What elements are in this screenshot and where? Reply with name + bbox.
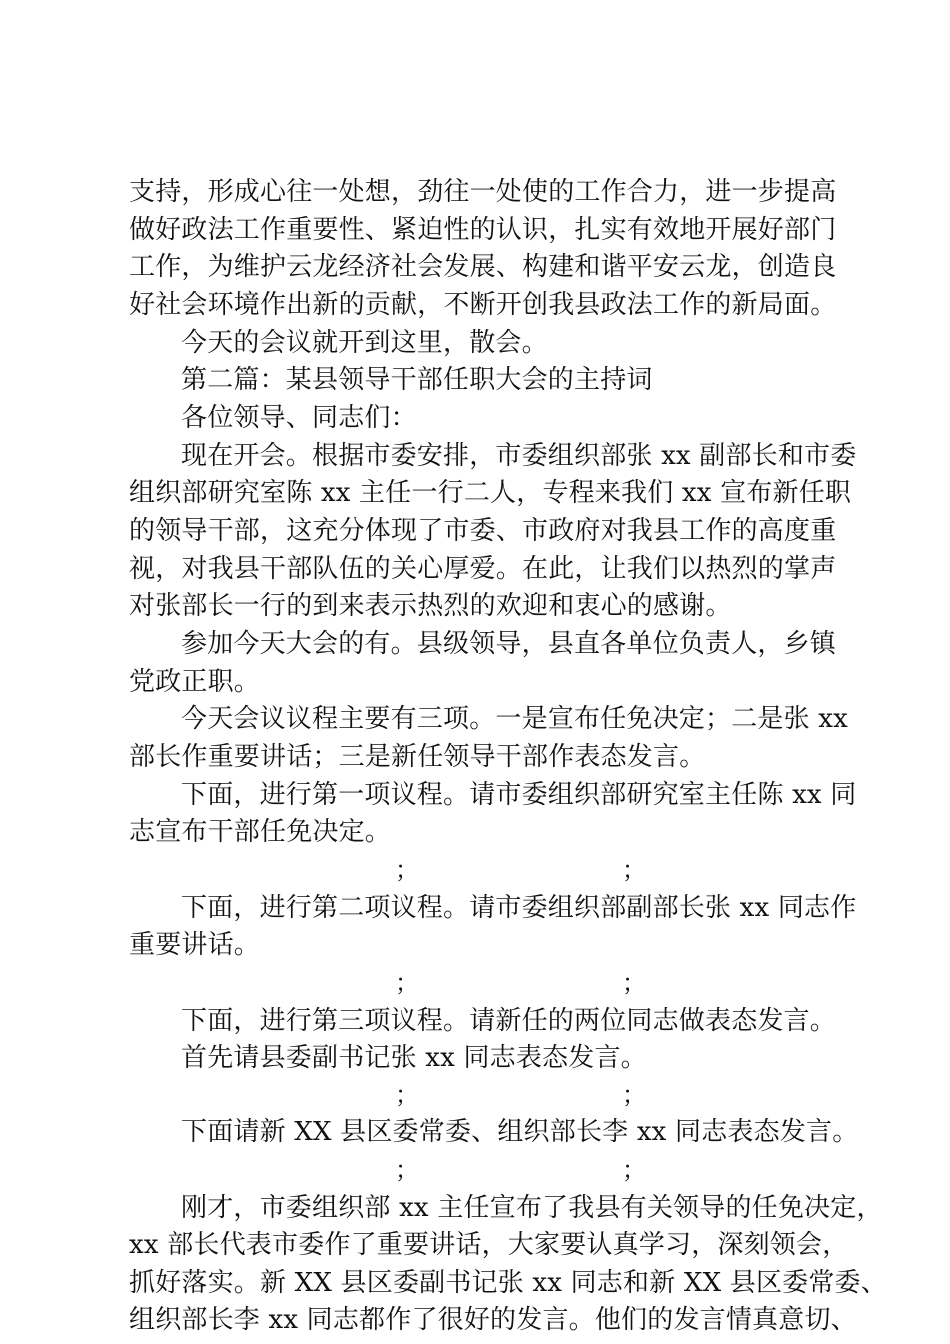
- text-line: 首先请县委副书记张 xx 同志表态发言。: [181, 1043, 647, 1073]
- text-line: 下面，进行第二项议程。请市委组织部副部长张 xx 同志作: [181, 893, 857, 923]
- text-line: 今天的会议就开到这里，散会。: [181, 328, 548, 358]
- text-line: 组织部长李 xx 同志都作了很好的发言。他们的发言情真意切、: [129, 1305, 857, 1335]
- text-line: 重要讲话。: [129, 930, 261, 960]
- text-line: 参加今天大会的有。县级领导，县直各单位负责人，乡镇: [181, 629, 837, 659]
- text-line: 党政正职。: [129, 667, 261, 697]
- salutation: 各位领导、同志们：: [181, 403, 417, 433]
- semicolon-mark: ；: [395, 1081, 419, 1109]
- text-line: 部长作重要讲话；三是新任领导干部作表态发言。: [129, 742, 706, 772]
- semicolon-mark: ；: [395, 1156, 419, 1184]
- text-line: 好社会环境作出新的贡献，不断开创我县政法工作的新局面。: [129, 290, 837, 320]
- semicolon-mark: ；: [622, 856, 646, 884]
- text-line: 下面请新 XX 县区委常委、组织部长李 xx 同志表态发言。: [181, 1117, 859, 1147]
- text-line: 做好政法工作重要性、紧迫性的认识，扎实有效地开展好部门: [129, 215, 837, 245]
- text-line: 下面，进行第一项议程。请市委组织部研究室主任陈 xx 同: [181, 780, 857, 810]
- text-line: 下面，进行第三项议程。请新任的两位同志做表态发言。: [181, 1006, 837, 1036]
- semicolon-mark: ；: [395, 969, 419, 997]
- section-heading: 第二篇：某县领导干部任职大会的主持词: [181, 365, 653, 395]
- semicolon-mark: ；: [395, 856, 419, 884]
- semicolon-mark: ；: [622, 1156, 646, 1184]
- text-line: 视，对我县干部队伍的关心厚爱。在此，让我们以热烈的掌声: [129, 554, 837, 584]
- text-line: 工作，为维护云龙经济社会发展、构建和谐平安云龙，创造良: [129, 252, 837, 282]
- text-line: 对张部长一行的到来表示热烈的欢迎和衷心的感谢。: [129, 591, 732, 621]
- text-line: 组织部研究室陈 xx 主任一行二人，专程来我们 xx 宣布新任职: [129, 478, 852, 508]
- text-line: xx 部长代表市委作了重要讲话，大家要认真学习，深刻领会，: [129, 1230, 849, 1260]
- text-line: 抓好落实。新 XX 县区委副书记张 xx 同志和新 XX 县区委常委、: [129, 1268, 887, 1298]
- text-line: 现在开会。根据市委安排，市委组织部张 xx 副部长和市委: [181, 441, 857, 471]
- text-line: 支持，形成心往一处想，劲往一处使的工作合力，进一步提高: [129, 177, 837, 207]
- semicolon-mark: ；: [622, 969, 646, 997]
- text-line: 今天会议议程主要有三项。一是宣布任免决定；二是张 xx: [181, 704, 848, 734]
- text-line: 的领导干部，这充分体现了市委、市政府对我县工作的高度重: [129, 516, 837, 546]
- semicolon-mark: ；: [622, 1081, 646, 1109]
- text-line: 志宣布干部任免决定。: [129, 817, 392, 847]
- text-line: 刚才，市委组织部 xx 主任宣布了我县有关领导的任免决定，: [181, 1193, 883, 1223]
